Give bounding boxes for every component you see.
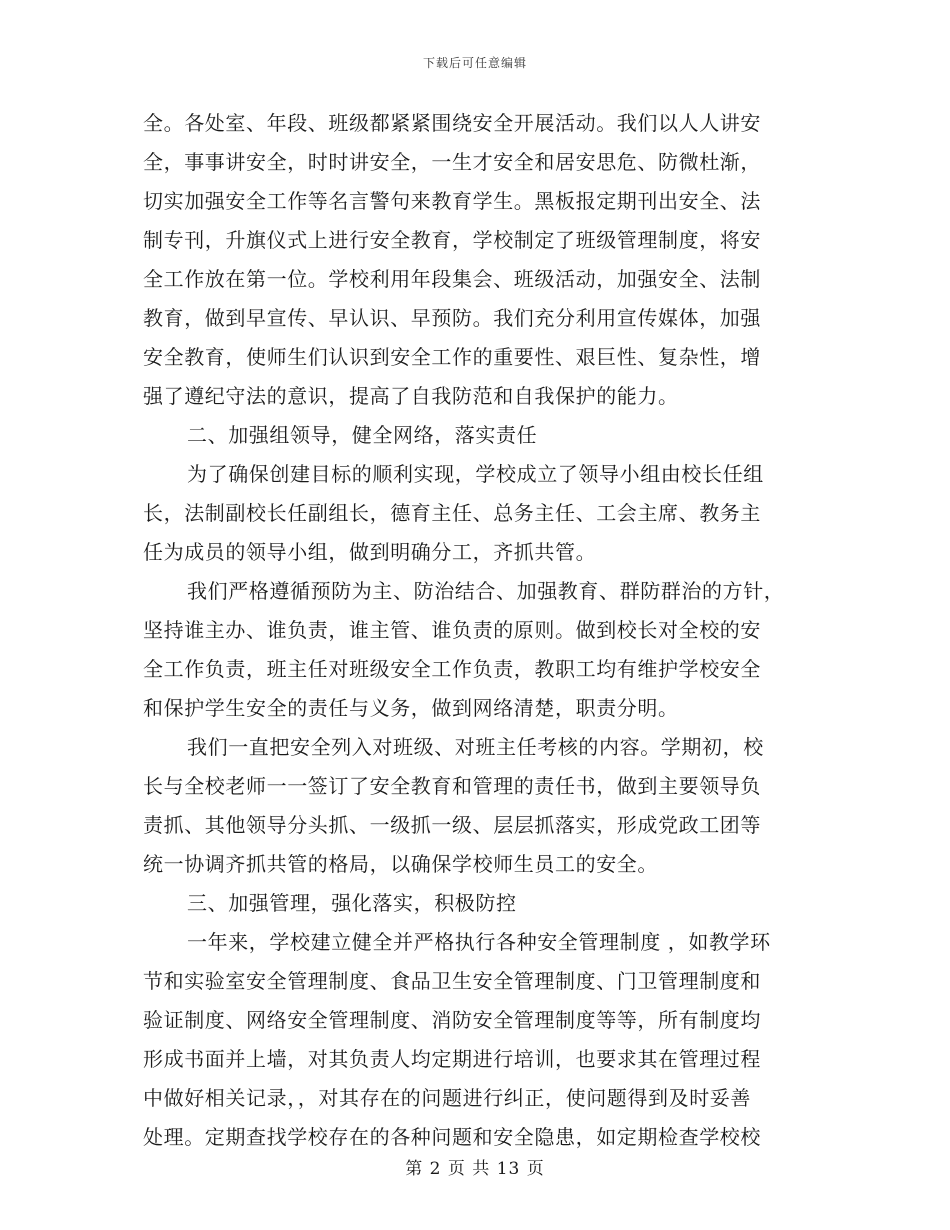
paragraph-start-line: 我们一直把安全列入对班级、对班主任考核的内容。学期初，校	[187, 735, 764, 759]
body-line: 和保护学生安全的责任与义务，做到网络清楚，职责分明。	[143, 696, 679, 720]
body-line: 强了遵纪守法的意识，提高了自我防范和自我保护的能力。	[143, 384, 679, 408]
body-line: 处理。定期查找学校存在的各种问题和安全隐患，如定期检查学校校	[143, 1125, 761, 1149]
section-heading: 三、加强管理，强化落实，积极防控	[187, 891, 517, 915]
body-line: 制专刊，升旗仪式上进行安全教育，学校制定了班级管理制度，将安	[143, 228, 761, 252]
page-header: 下载后可任意编辑	[422, 56, 527, 70]
paragraph-start-line: 一年来，学校建立健全并严格执行各种安全管理制度 ，如教学环	[187, 930, 771, 954]
paragraph-start-line: 我们严格遵循预防为主、防治结合、加强教育、群防群治的方针，	[187, 579, 785, 603]
body-line: 形成书面并上墙，对其负责人均定期进行培训，也要求其在管理过程	[143, 1047, 761, 1071]
body-line: 全，事事讲安全，时时讲安全，一生才安全和居安思危、防微杜渐，	[143, 150, 761, 174]
body-line: 切实加强安全工作等名言警句来教育学生。黑板报定期刊出安全、法	[143, 189, 761, 213]
page-number-footer: 第 2 页 共 13 页	[405, 1159, 545, 1179]
body-line: 责抓、其他领导分头抓、一级抓一级、层层抓落实，形成党政工团等	[143, 813, 761, 837]
body-line: 统一协调齐抓共管的格局，以确保学校师生员工的安全。	[143, 852, 658, 876]
body-line: 安全教育，使师生们认识到安全工作的重要性、艰巨性、复杂性，增	[143, 345, 761, 369]
paragraph-start-line: 为了确保创建目标的顺利实现，学校成立了领导小组由校长任组	[187, 462, 764, 486]
body-line: 节和实验室安全管理制度、食品卫生安全管理制度、门卫管理制度和	[143, 969, 761, 993]
body-line: 全工作放在第一位。学校利用年段集会、班级活动，加强安全、法制	[143, 267, 761, 291]
body-line: 全工作负责，班主任对班级安全工作负责，教职工均有维护学校安全	[143, 657, 761, 681]
body-line: 中做好相关记录，，对其存在的问题进行纠正，使问题得到及时妥善	[143, 1086, 751, 1110]
section-heading: 二、加强组领导，健全网络，落实责任	[187, 423, 538, 447]
document-body	[143, 104, 803, 1157]
body-line: 长与全校老师一一签订了安全教育和管理的责任书，做到主要领导负	[143, 774, 761, 798]
body-line: 任为成员的领导小组，做到明确分工，齐抓共管。	[143, 540, 597, 564]
body-line: 全。各处室、年段、班级都紧紧围绕安全开展活动。我们以人人讲安	[143, 111, 761, 135]
body-line: 验证制度、网络安全管理制度、消防安全管理制度等等，所有制度均	[143, 1008, 761, 1032]
body-line: 坚持谁主办、谁负责，谁主管、谁负责的原则。做到校长对全校的安	[143, 618, 761, 642]
body-line: 教育，做到早宣传、早认识、早预防。我们充分利用宣传媒体，加强	[143, 306, 761, 330]
body-line: 长，法制副校长任副组长，德育主任、总务主任、工会主席、教务主	[143, 501, 761, 525]
